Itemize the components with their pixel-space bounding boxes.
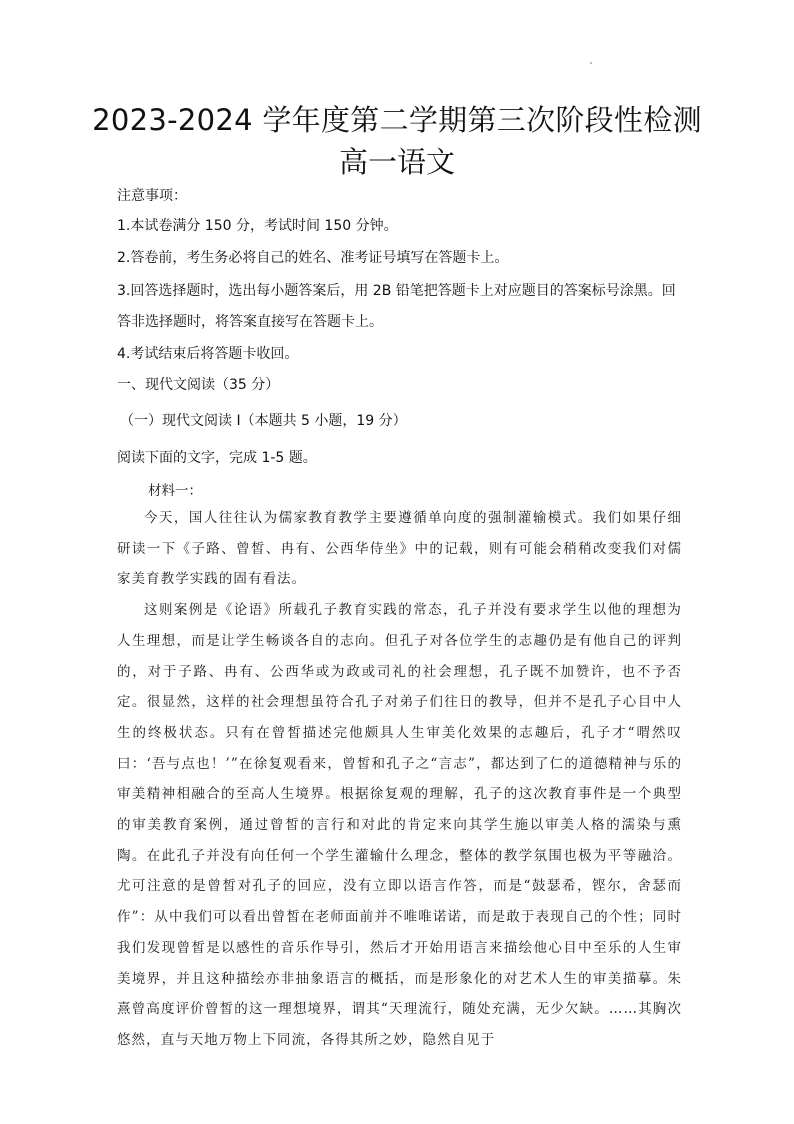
note-item: 2.答卷前，考生务必将自己的姓名、准考证号填写在答题卡上。 <box>117 250 509 266</box>
scan-dot <box>590 62 592 64</box>
passage-paragraph: 今天，国人往往认为儒家教育教学主要遵循单向度的强制灌输模式。我们如果仔细研读一下《子路、曾皙、冉有、公西华侍坐》中的记载，则有可能会稍稍改变我们对儒家美育教学实践的固有看法。 <box>117 510 682 588</box>
note-item: 1.本试卷满分 150 分，考试时间 150 分钟。 <box>117 218 398 234</box>
notes-heading: 注意事项： <box>117 188 187 204</box>
note-item-continued: 答非选择题时，将答案直接写在答题卡上。 <box>117 314 383 330</box>
passage-paragraph: 这则案例是《论语》所载孔子教育实践的常态，孔子并没有要求学生以他的理想为人生理想，而是让学生畅谈各自的志向。但孔子对各位学生的志趣仍是有他自己的评判的，对于子路、冉有、公西华或为政或司礼的社会理想，孔子既不加赞许，也不予否定。很显然，这样的社会理想虽符合孔子对弟子们往日的教导，但并不是孔子心目中人生的终极状态。只有在曾皙描述完他颇具人生审美化效果的志趣后，孔子才“喟然叹曰：‘吾与点也！’”在徐复观看来，曾皙和孔子之“言志”，都达到了仁的道德精神与乐的审美精神相融合的至高人生境界。根据徐复观的理解，孔子的这次教育事件是一个典型的审美教育案例，通过曾皙的言行和对此的肯定来向其学生施以审美人格的濡染与熏陶。在此孔子并没有向任何一个学生灌输什么理念，整体的教学氛围也极为平等融洽。尤可注意的是曾皙对孔子的回应，没有立即以语言作答，而是“鼓瑟希，铿尔，舍瑟而作”：从中我们可以看出曾皙在老师面前并不唯唯诺诺，而是敢于表现自己的个性；同时我们发现曾皙是以感性的音乐作导引，然后才开始用语言来描绘他心目中至乐的人生审美境界，并且这种描绘亦非抽象语言的概括，而是形象化的对艺术人生的审美描摹。朱熹曾高度评价曾皙的这一理想境界，谓其“天理流行，随处充满，无少欠缺。……其胸次悠然，直与天地万物上下同流，各得其所之妙，隐然自见于 <box>117 602 682 1048</box>
reading-instruction: 阅读下面的文字，完成 1-5 题。 <box>117 450 317 466</box>
exam-title: 2023-2024 学年度第二学期第三次阶段性检测 <box>92 103 702 137</box>
material-label: 材料一： <box>148 483 202 499</box>
subsection-title: （一）现代文阅读 I（本题共 5 小题，19 分） <box>120 413 407 429</box>
note-item: 4.考试结束后将答题卡收回。 <box>117 346 299 362</box>
section-title: 一、现代文阅读（35 分） <box>117 377 280 393</box>
subject-title: 高一语文 <box>338 145 455 179</box>
note-item: 3.回答选择题时，选出每小题答案后，用 2B 铅笔把答题卡上对应题目的答案标号涂黑。回 <box>117 283 676 299</box>
passage <box>117 503 682 1056</box>
